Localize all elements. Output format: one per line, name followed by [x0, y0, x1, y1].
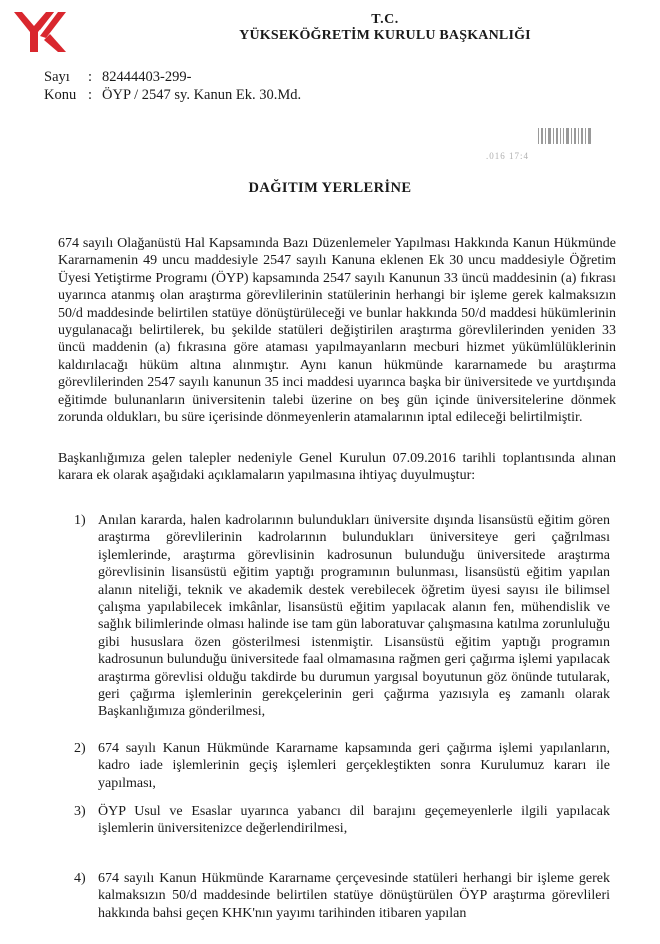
document-title: DAĞITIM YERLERİNE — [248, 180, 412, 196]
list-item-number: 2) — [74, 741, 86, 756]
sayi-label: Sayı — [44, 69, 70, 85]
list-item-text: Anılan kararda, halen kadrolarının bulundukları üniversite dışında lisansüstü eğitim gören araştırma görevlilerinin kadrolarının bulundukları üniversiteye geri çağrılması işlemlerinde, araştırma görevlisinin kadrosunun bulunduğu üniversitede araştırma görevlisinin lisansüstü eğitim yaptığı programının bulunması, lisansüstü eğitim yapılan alanın niteliği, teknik ve akademik destek verebilecek öğretim üyesi sayısı ile bilimsel çalışma yapılabilecek imkânlar, lisansüstü eğitim yapılacak alanın fen, mühendislik ve sağlık bilimlerinde olması halinde ise tam gün laboratuvar çalışmasına katılma zorunluluğu gibi hususlara özen gösterilmesi istenmiştir. Lisansüstü eğitim yaptığı programın kadrosunun bulunduğu üniversitede faal olmamasına rağmen geri çağırma işlemi yapılacak araştırma görevlisi olduğu takdirde bu durumun yargısal boyutunun göz önünde tutularak, geri çağırma işlemlerinin gerekçelerinin geri çağırma yazısıyla eş zamanlı olarak Başkanlığımıza gönderilmesi, — [98, 513, 610, 720]
list-item-number: 3) — [74, 804, 86, 819]
sayi-separator: : — [88, 69, 93, 85]
tc-heading: T.C. — [371, 12, 399, 27]
konu-separator: : — [88, 87, 93, 103]
letterhead — [0, 12, 660, 44]
list-item — [58, 870, 618, 922]
konu-value: ÖYP / 2547 sy. Kanun Ek. 30.Md. — [102, 87, 302, 103]
list-item — [58, 740, 618, 792]
paragraph-1: 674 sayılı Olağanüstü Hal Kapsamında Bazı Düzenlemeler Yapılması Hakkında Kanun Hükmünde Kararnamenin 49 uncu maddesiyle 2547 sayılı Kanuna eklenen Ek 30 uncu maddesiyle Öğretim Üyesi Yetiştirme Programı (ÖYP) kapsamında 2547 sayılı Kanunun 33 üncü maddesinin (a) fıkrası uyarınca atanmış olan araştırma görevlilerinin statülerinin herhangi bir işleme gerek kalmaksızın 50/d maddesinde belirtilen statüye dönüştürüleceği ve bunlar hakkında 50/d maddesi hükümlerinin uygulanacağı belirtilerek, bu şekilde statüleri değiştirilen araştırma görevlilerinden yeniden 33 üncü maddenin (a) fıkrasına göre ataması yapılmayanların mecburi hizmet yükümlülüklerinin kaldırılacağı hüküm altına alınmıştır. Aynı kanun hükmünde kararnamede bu araştırma görevlilerinden 2547 sayılı kanunun 35 inci maddesi uyarınca başka bir üniversitede ve yurtdışında eğitimde bulunanların üniversitenin talebi üzerine on beş gün içinde üniversitelerine dönmek zorunda oldukları, bu süre içerisinde dönmeyenlerin atamalarının iptal edileceği belirtilmiştir. — [58, 236, 616, 426]
konu-row — [44, 86, 301, 104]
list-item-text: ÖYP Usul ve Esaslar uyarınca yabancı dil barajını geçemeyenlerle ilgili yapılacak işlemlerin üniversitenizce değerlendirilmesi, — [98, 804, 610, 837]
institution-name: YÜKSEKÖĞRETİM KURULU BAŞKANLIĞI — [239, 28, 531, 43]
list-item-text: 674 sayılı Kanun Hükmünde Kararname çerçevesinde statüleri herhangi bir işleme gerek kalmaksızın 50/d maddesinde belirtilen statüye dönüştürülen ÖYP araştırma görevlileri hakkında bahsi geçen KHK'nın yayımı tarihinden itibaren yapılan — [98, 871, 610, 921]
barcode-icon — [538, 128, 592, 144]
list-item-number: 4) — [74, 871, 86, 886]
list-item — [58, 803, 618, 838]
list-item — [58, 512, 618, 721]
stamp-date: .016 17:4 — [486, 151, 530, 161]
konu-label: Konu — [44, 87, 77, 103]
list-item-text: 674 sayılı Kanun Hükmünde Kararname kapsamında geri çağırma işlemi yapılanların, kadro iade işlemlerinin geçiş işlemleri gerçekleştikten sonra Kurulumuz kararı ile yapılması, — [98, 741, 610, 791]
sayi-value: 82444403-299- — [102, 69, 192, 85]
sayi-row — [44, 68, 301, 86]
paragraph-2: Başkanlığımıza gelen talepler nedeniyle Genel Kurulun 07.09.2016 tarihli toplantısında alınan karara ek olarak aşağıdaki açıklamaların yapılmasına ihtiyaç duyulmuştur: — [58, 451, 616, 484]
list-item-number: 1) — [74, 513, 86, 528]
document-meta — [44, 68, 301, 104]
